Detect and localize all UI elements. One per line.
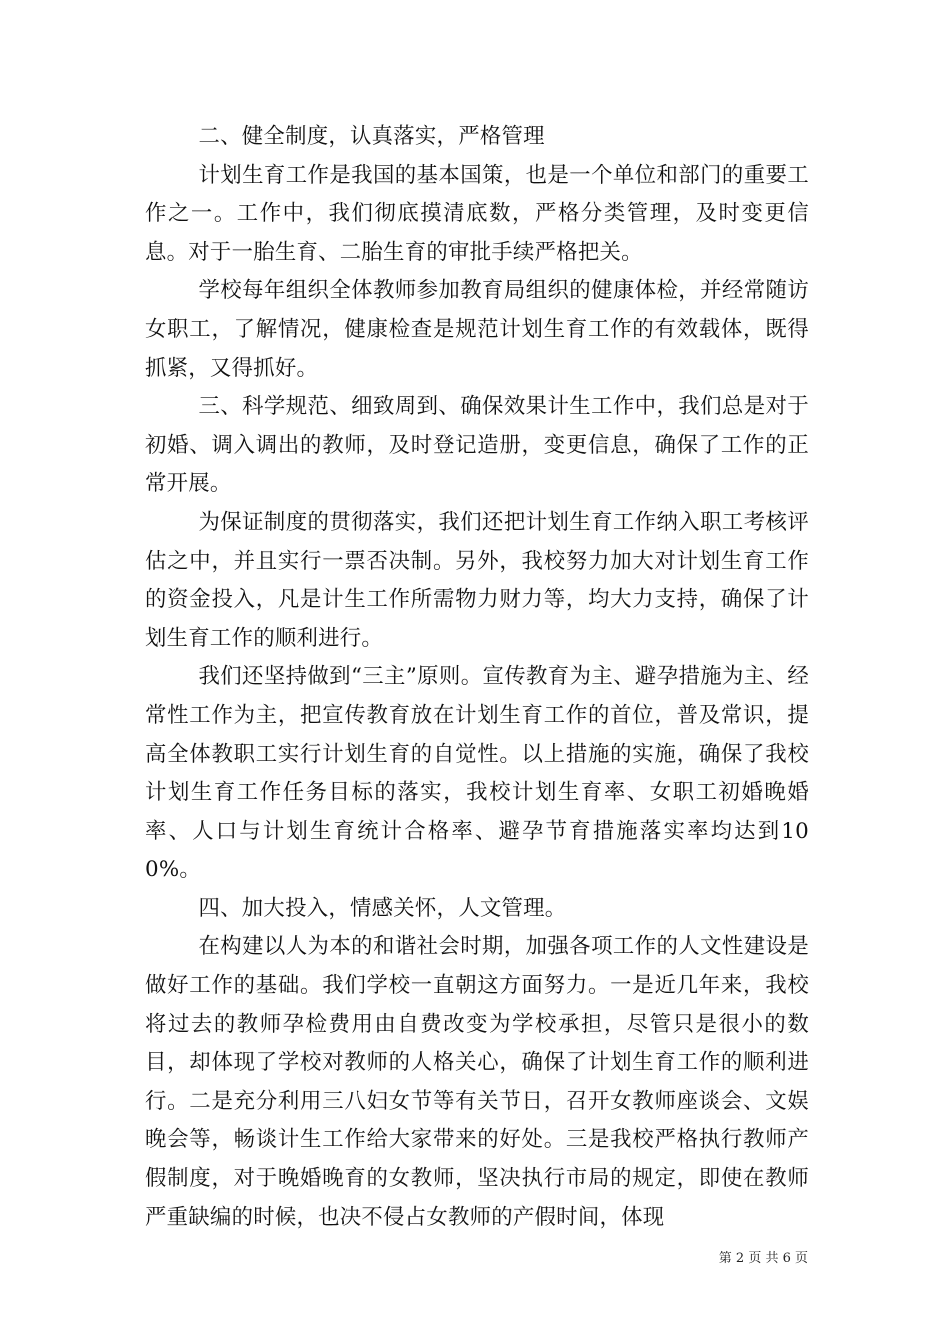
paragraph: 在构建以人为本的和谐社会时期，加强各项工作的人文性建设是做好工作的基础。我们学校一直朝这方面努力。一是近几年来，我校将过去的教师孕检费用由自费改变为学校承担，尽管只是很小的数目，却体现了学校对教师的人格关心，确保了计划生育工作的顺利进行。二是充分利用三八妇女节等有关节日，召开女教师座谈会、文娱晚会等，畅谈计生工作给大家带来的好处。三是我校严格执行教师产假制度，对于晚婚晚育的女教师，坚决执行市局的规定，即使在教师严重缺编的时候，也决不侵占女教师的产假时间，体现	[145, 934, 809, 1230]
section-heading-3: 三、科学规范、细致周到、确保效果计生工作中，我们总是对于初婚、调入调出的教师，及时登记造册，变更信息，确保了工作的正常开展。	[145, 394, 809, 497]
paragraph: 计划生育工作是我国的基本国策，也是一个单位和部门的重要工作之一。工作中，我们彻底摸清底数，严格分类管理，及时变更信息。对于一胎生育、二胎生育的审批手续严格把关。	[145, 162, 809, 265]
paragraph: 为保证制度的贯彻落实，我们还把计划生育工作纳入职工考核评估之中，并且实行一票否决制。另外，我校努力加大对计划生育工作的资金投入，凡是计生工作所需物力财力等，均大力支持，确保了计划生育工作的顺利进行。	[145, 509, 809, 651]
page-number-footer: 第 2 页 共 6 页	[718, 1251, 808, 1266]
section-heading-2: 二、健全制度，认真落实，严格管理	[198, 124, 545, 149]
paragraph: 我们还坚持做到“三主”原则。宣传教育为主、避孕措施为主、经常性工作为主，把宣传教育放在计划生育工作的首位，普及常识，提高全体教职工实行计划生育的自觉性。以上措施的实施，确保了我校计划生育工作任务目标的落实，我校计划生育率、女职工初婚晚婚率、人口与计划生育统计合格率、避孕节育措施落实率均达到100%。	[145, 664, 809, 883]
paragraph: 学校每年组织全体教师参加教育局组织的健康体检，并经常随访女职工，了解情况，健康检查是规范计划生育工作的有效载体，既得抓紧，又得抓好。	[145, 278, 809, 381]
document-body	[145, 118, 809, 1237]
section-heading-4: 四、加大投入，情感关怀，人文管理。	[198, 895, 567, 921]
